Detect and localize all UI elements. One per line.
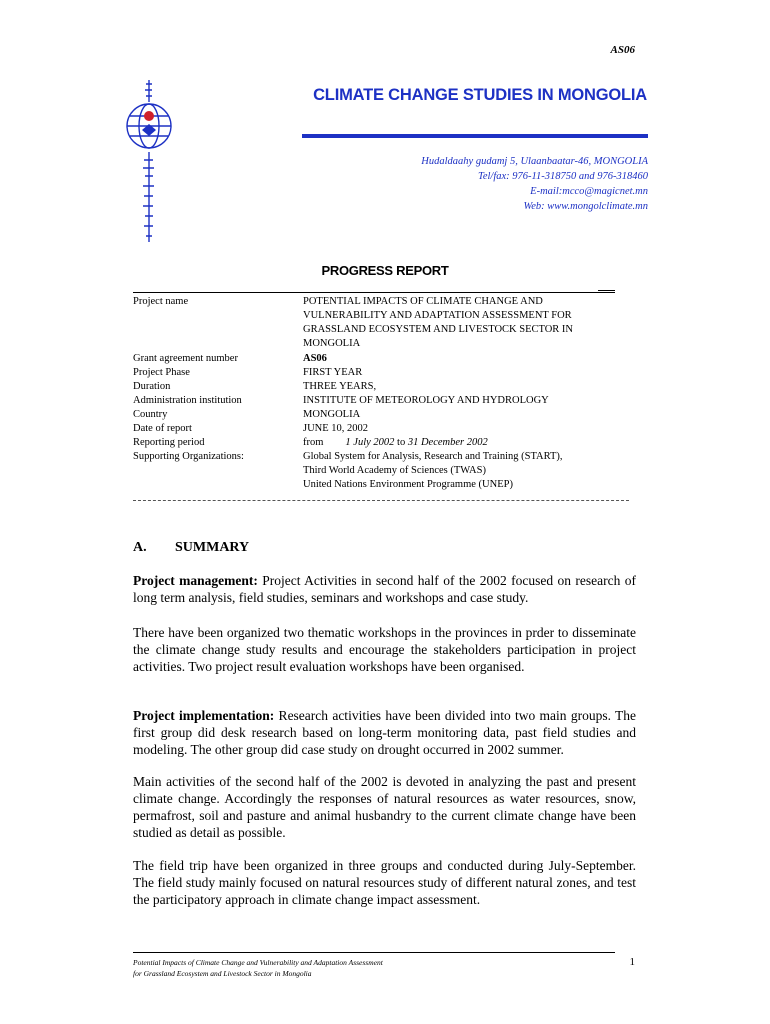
paragraph-lead: Project management:: [133, 573, 258, 588]
grant-value: AS06: [303, 353, 327, 364]
divider: [598, 290, 615, 291]
contact-address: Hudaldaahy gudamj 5, Ulaanbaatar-46, MONGOLIA: [421, 156, 648, 167]
footer-divider: [133, 952, 615, 953]
period-to: to: [397, 437, 406, 448]
period-end: 31 December 2002: [407, 437, 488, 448]
climate-center-logo-icon: [118, 78, 180, 248]
document-code: AS06: [610, 44, 635, 56]
supporting-value: Global System for Analysis, Research and Training (START), Third World Academy of Sciences (TWAS) United Nations Environment Programme (UNEP): [303, 451, 563, 490]
country-value: MONGOLIA: [303, 409, 361, 420]
title-underline: [302, 134, 648, 138]
phase-label: Project Phase: [133, 367, 190, 378]
period-start: 1 July 2002: [345, 437, 395, 448]
paragraph: Project implementation: Research activities have been divided into two main groups. The first group did desk research based on long-term monitoring data, past field studies and modeling. The other group did case study on drought occurred in 2002 summer.: [133, 708, 636, 757]
contact-telfax: Tel/fax: 976-11-318750 and 976-318460: [477, 171, 648, 182]
date-value: JUNE 10, 2002: [303, 423, 369, 434]
period-value: [303, 436, 603, 450]
divider: [133, 500, 629, 501]
grant-label: Grant agreement number: [133, 353, 238, 364]
institution-value: INSTITUTE OF METEOROLOGY AND HYDROLOGY: [303, 395, 549, 406]
duration-value: THREE YEARS,: [303, 381, 377, 392]
section-heading: [133, 540, 249, 556]
section-title: SUMMARY: [175, 540, 250, 555]
document-title: CLIMATE CHANGE STUDIES IN MONGOLIA: [313, 86, 647, 104]
contact-email: E-mail:mcco@magicnet.mn: [530, 186, 648, 197]
institution-label: Administration institution: [133, 395, 242, 406]
period-label: Reporting period: [133, 437, 205, 448]
report-title: PROGRESS REPORT: [321, 263, 449, 278]
project-name-value: POTENTIAL IMPACTS OF CLIMATE CHANGE AND VULNERABILITY AND ADAPTATION ASSESSMENT FOR GRASSLAND ECOSYSTEM AND LIVESTOCK SECTOR IN MONGOLIA: [303, 296, 574, 349]
paragraph: There have been organized two thematic workshops in the provinces in prder to disseminate the climate change study results and encourage the stakeholders participation in project activities. Two project result evaluation workshops have been organised.: [133, 625, 636, 674]
paragraph: The field trip have been organized in three groups and conducted during July-September. The field study mainly focused on natural resources study of different natural zones, and test the participatory approach in climate change impact assessment.: [133, 858, 636, 907]
period-from: from: [303, 437, 324, 448]
paragraph-lead: Project implementation:: [133, 708, 275, 723]
date-label: Date of report: [133, 423, 192, 434]
project-name-label: Project name: [133, 296, 189, 307]
contact-block: [300, 154, 648, 214]
phase-value: FIRST YEAR: [303, 367, 363, 378]
divider: [133, 292, 615, 293]
duration-label: Duration: [133, 381, 171, 392]
country-label: Country: [133, 409, 168, 420]
paragraph: Main activities of the second half of the 2002 is devoted in analyzing the past and present climate change. Accordingly the responses of natural resources as water resources, snow, permafrost, soil and pasture and animal husbandry to the current climate change have been studied as detail as possible.: [133, 774, 636, 840]
section-letter: A.: [133, 540, 147, 555]
supporting-label: Supporting Organizations:: [133, 451, 244, 462]
contact-web: Web: www.mongolclimate.mn: [523, 201, 648, 212]
page-number: 1: [629, 956, 635, 968]
paragraph: Project management: Project Activities in second half of the 2002 focused on research of long term analysis, field studies, seminars and workshops and case study.: [133, 573, 636, 605]
footer-text: Potential Impacts of Climate Change and Vulnerability and Adaptation Assessment for Grassland Ecosystem and Livestock Sector in Mongolia: [133, 958, 383, 978]
